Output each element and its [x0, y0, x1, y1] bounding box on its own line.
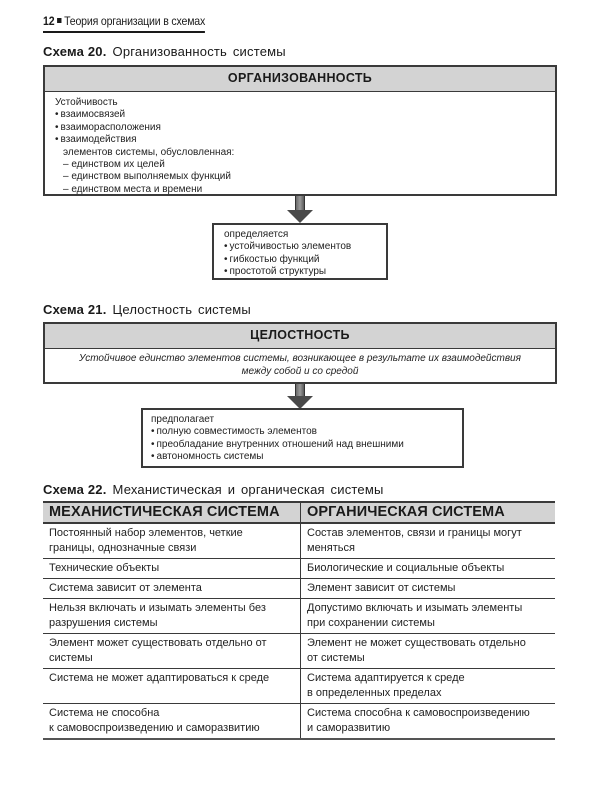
mechanistic-cell: Система не может адаптироваться к среде: [43, 669, 301, 704]
dash-item: – единством выполняемых функций: [63, 171, 231, 183]
organization-box-title: ОРГАНИЗОВАННОСТЬ: [45, 67, 555, 92]
organic-cell: Допустимо включать и изымать элементы при сохранении системы: [301, 599, 556, 634]
continuation-text: элементов системы, обусловленная:: [63, 146, 235, 158]
table-row: [43, 579, 555, 599]
organic-cell: Система способна к самовоспроизведению и саморазвитию: [301, 704, 556, 740]
table-row: [43, 559, 555, 579]
determined-by-box: [212, 223, 388, 280]
column-header-organic: ОРГАНИЧЕСКАЯ СИСТЕМА: [301, 502, 556, 523]
book-title: Теория организации в схемах: [64, 14, 206, 28]
scheme22-label: Схема 22.: [43, 482, 107, 497]
table-row: [43, 634, 555, 669]
bullet-item: • полную совместимость элементов: [151, 426, 462, 438]
running-header: [43, 14, 205, 33]
down-arrow-icon: [287, 196, 313, 223]
bullet-item: • гибкостью функций: [224, 254, 386, 266]
presumes-box: [141, 408, 464, 468]
mechanistic-cell: Постоянный набор элементов, четкие границы, однозначные связи: [43, 523, 301, 559]
integrity-definition: [45, 349, 555, 378]
dash-item: – единством их целей: [63, 159, 165, 171]
page-number: 12: [43, 14, 55, 28]
integrity-box: [43, 322, 557, 384]
bullet-item: • взаимосвязей: [55, 109, 555, 121]
comparison-table: [43, 501, 555, 740]
mechanistic-cell: Нельзя включать и изымать элементы без разрушения системы: [43, 599, 301, 634]
table-row: [43, 704, 555, 740]
organic-cell: Элемент не может существовать отдельно от системы: [301, 634, 556, 669]
bullet-item: • устойчивостью элементов: [224, 241, 386, 253]
mechanistic-cell: Элемент может существовать отдельно от системы: [43, 634, 301, 669]
down-arrow-icon: [287, 384, 313, 409]
organic-cell: Элемент зависит от системы: [301, 579, 556, 599]
bullet-item: • взаиморасположения: [55, 122, 555, 134]
organization-box-body: [45, 92, 555, 196]
bullet-item: • преобладание внутренних отношений над внешними: [151, 439, 462, 451]
table-row: [43, 669, 555, 704]
scheme21-title: [43, 302, 251, 317]
organic-cell: Система адаптируется к среде в определенных пределах: [301, 669, 556, 704]
scheme21-label: Схема 21.: [43, 302, 107, 317]
scheme22-title: [43, 482, 384, 497]
square-bullet-icon: [57, 18, 61, 23]
integrity-box-title: ЦЕЛОСТНОСТЬ: [45, 324, 555, 349]
mechanistic-cell: Система зависит от элемента: [43, 579, 301, 599]
definition-line: между собой и со средой: [241, 366, 359, 377]
bullet-item: • автономность системы: [151, 451, 462, 463]
scheme20-title: [43, 44, 286, 59]
presumes-intro: предполагает: [151, 414, 215, 425]
definition-line: Устойчивое единство элементов системы, возникающее в результате их взаимодействия: [79, 353, 521, 364]
organization-box: [43, 65, 557, 196]
scheme20-label: Схема 20.: [43, 44, 107, 59]
dash-item: – единством места и времени: [63, 183, 203, 195]
column-header-mechanistic: МЕХАНИСТИЧЕСКАЯ СИСТЕМА: [43, 502, 301, 523]
scheme22-name: Механистическая и органическая системы: [112, 482, 384, 497]
intro-text: Устойчивость: [55, 97, 118, 108]
bullet-item: • взаимодействия: [55, 134, 555, 146]
table-header-row: [43, 502, 555, 523]
mechanistic-cell: Технические объекты: [43, 559, 301, 579]
table-row: [43, 523, 555, 559]
organic-cell: Биологические и социальные объекты: [301, 559, 556, 579]
mechanistic-cell: Система не способна к самовоспроизведению и саморазвитию: [43, 704, 301, 740]
scheme20-name: Организованность системы: [112, 44, 286, 59]
organic-cell: Состав элементов, связи и границы могут меняться: [301, 523, 556, 559]
scheme21-name: Целостность системы: [112, 302, 251, 317]
table-row: [43, 599, 555, 634]
bullet-item: • простотой структуры: [224, 266, 386, 278]
determined-by-intro: определяется: [224, 229, 289, 240]
